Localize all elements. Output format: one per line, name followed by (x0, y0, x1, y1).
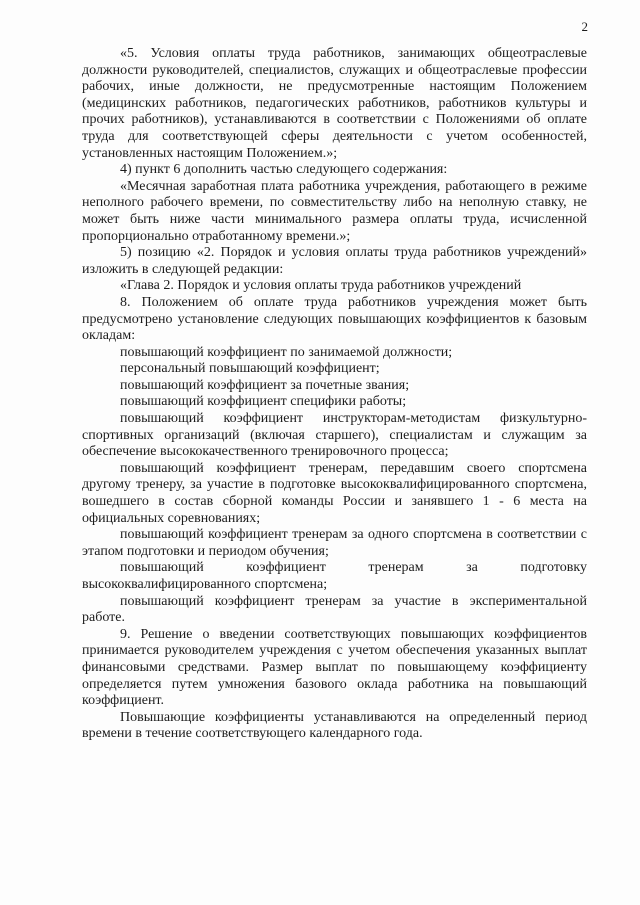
list-item-personal-coefficient: персональный повышающий коэффициент; (120, 361, 380, 377)
paragraph-chapter-2-heading: «Глава 2. Порядок и условия оплаты труда работников учреждений (120, 278, 522, 294)
list-item-per-athlete-coefficient: повышающий коэффициент тренерам за одного спортсмена в соответствии с этапом подготовки и периодом обучения; (82, 527, 587, 559)
list-item-qualified-athlete-coefficient: повышающий коэффициент тренерам за подготовку высококвалифицированного спортсмена; (82, 560, 587, 592)
list-item-work-specifics-coefficient: повышающий коэффициент специфики работы; (120, 394, 407, 410)
paragraph-clause-8: 8. Положением об оплате труда работников учреждения может быть предусмотрено установление следующих повышающих коэффициентов к базовым окладам: (82, 294, 587, 344)
paragraph-coefficient-period: Повышающие коэффициенты устанавливаются на определенный период времени в течение соответствующего календарного года. (82, 709, 587, 742)
list-item-honorary-titles-coefficient: повышающий коэффициент за почетные звания; (120, 377, 410, 393)
list-item-instructors-coefficient: повышающий коэффициент инструкторам-методистам физкультурно-спортивных организаций (включая старшего), специалистам и служащим за обеспечение высококачественного тренировочного процесса; (82, 411, 587, 460)
list-item-position-coefficient: повышающий коэффициент по занимаемой должности; (120, 344, 453, 360)
paragraph-clause-9: 9. Решение о введении соответствующих повышающих коэффициентов принимается руководителем учреждения с учетом обеспечения указанных выплат финансовыми средствами. Размер выплат по повышающему коэффициенту определяется путем умножения базового оклада работника на повышающий коэффициент. (82, 626, 587, 709)
page-number: 2 (581, 19, 588, 34)
list-item-experimental-work-coefficient: повышающий коэффициент тренерам за участие в экспериментальной работе. (82, 593, 587, 626)
paragraph-section-5: «5. Условия оплаты труда работников, занимающих общеотраслевые должности руководителей, специалистов, служащих и общеотраслевые профессии рабочих, иные должности, не предусмотренные настоящим Положением (медицинских работников, педагогических работников, работников культуры и прочих работников), устанавливаются в соответствии с Положениями об оплате труда для соответствующей сферы деятельности с учетом особенностей, установленных настоящим Положением.»; (82, 46, 587, 161)
paragraph-item-5: 5) позицию «2. Порядок и условия оплаты труда работников учреждений» изложить в следующей редакции: (82, 245, 587, 277)
list-item-transferred-athlete-coefficient: повышающий коэффициент тренерам, передавшим своего спортсмена другому тренеру, за участие в подготовке высококвалифицированного спортсмена, вошедшего в состав сборной команды России и занявшего 1 - 6 места на официальных соревнованиях; (82, 460, 587, 526)
paragraph-monthly-wage: «Месячная заработная плата работника учреждения, работающего в режиме неполного рабочего времени, по совместительству либо на неполную ставку, не может быть ниже части минимального размера оплаты труда, исчисленной пропорционально отработанному времени.»; (82, 178, 587, 244)
document-body (82, 46, 587, 743)
paragraph-item-4: 4) пункт 6 дополнить частью следующего содержания: (120, 162, 448, 178)
